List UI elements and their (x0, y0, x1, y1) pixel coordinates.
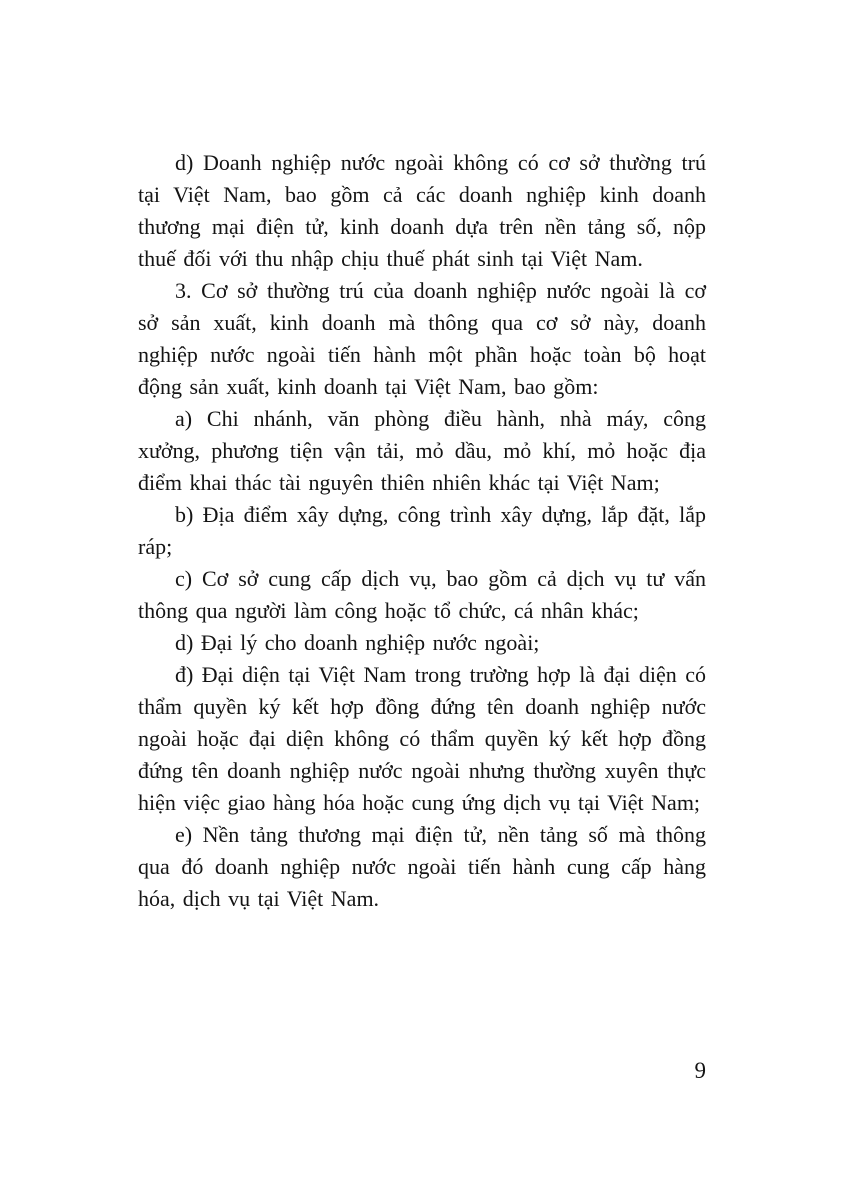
paragraph-point-a: a) Chi nhánh, văn phòng điều hành, nhà máy, công xưởng, phương tiện vận tải, mỏ dầu, mỏ khí, mỏ hoặc địa điểm khai thác tài nguyên thiên nhiên khác tại Việt Nam; (138, 406, 706, 495)
paragraph-point-c: c) Cơ sở cung cấp dịch vụ, bao gồm cả dịch vụ tư vấn thông qua người làm công hoặc tổ chức, cá nhân khác; (138, 566, 706, 623)
paragraph-point-dd: đ) Đại diện tại Việt Nam trong trường hợp là đại diện có thẩm quyền ký kết hợp đồng đứng tên doanh nghiệp nước ngoài hoặc đại diện không có thẩm quyền ký kết hợp đồng đứng tên doanh nghiệp nước ngoài nhưng thường xuyên thực hiện việc giao hàng hóa hoặc cung ứng dịch vụ tại Việt Nam; (138, 662, 706, 815)
paragraph-point-e: e) Nền tảng thương mại điện tử, nền tảng số mà thông qua đó doanh nghiệp nước ngoài tiến hành cung cấp hàng hóa, dịch vụ tại Việt Nam. (138, 822, 706, 911)
paragraph-point-d2: d) Đại lý cho doanh nghiệp nước ngoài; (175, 630, 540, 655)
paragraph-clause-3: 3. Cơ sở thường trú của doanh nghiệp nước ngoài là cơ sở sản xuất, kinh doanh mà thông qua cơ sở này, doanh nghiệp nước ngoài tiến hành một phần hoặc toàn bộ hoạt động sản xuất, kinh doanh tại Việt Nam, bao gồm: (138, 278, 706, 399)
page-number: 9 (694, 1058, 706, 1083)
paragraph-point-d: d) Doanh nghiệp nước ngoài không có cơ sở thường trú tại Việt Nam, bao gồm cả các doanh nghiệp kinh doanh thương mại điện tử, kinh doanh dựa trên nền tảng số, nộp thuế đối với thu nhập chịu thuế phát sinh tại Việt Nam. (138, 150, 706, 271)
document-body (138, 147, 706, 915)
paragraph-point-b: b) Địa điểm xây dựng, công trình xây dựng, lắp đặt, lắp ráp; (138, 502, 706, 559)
